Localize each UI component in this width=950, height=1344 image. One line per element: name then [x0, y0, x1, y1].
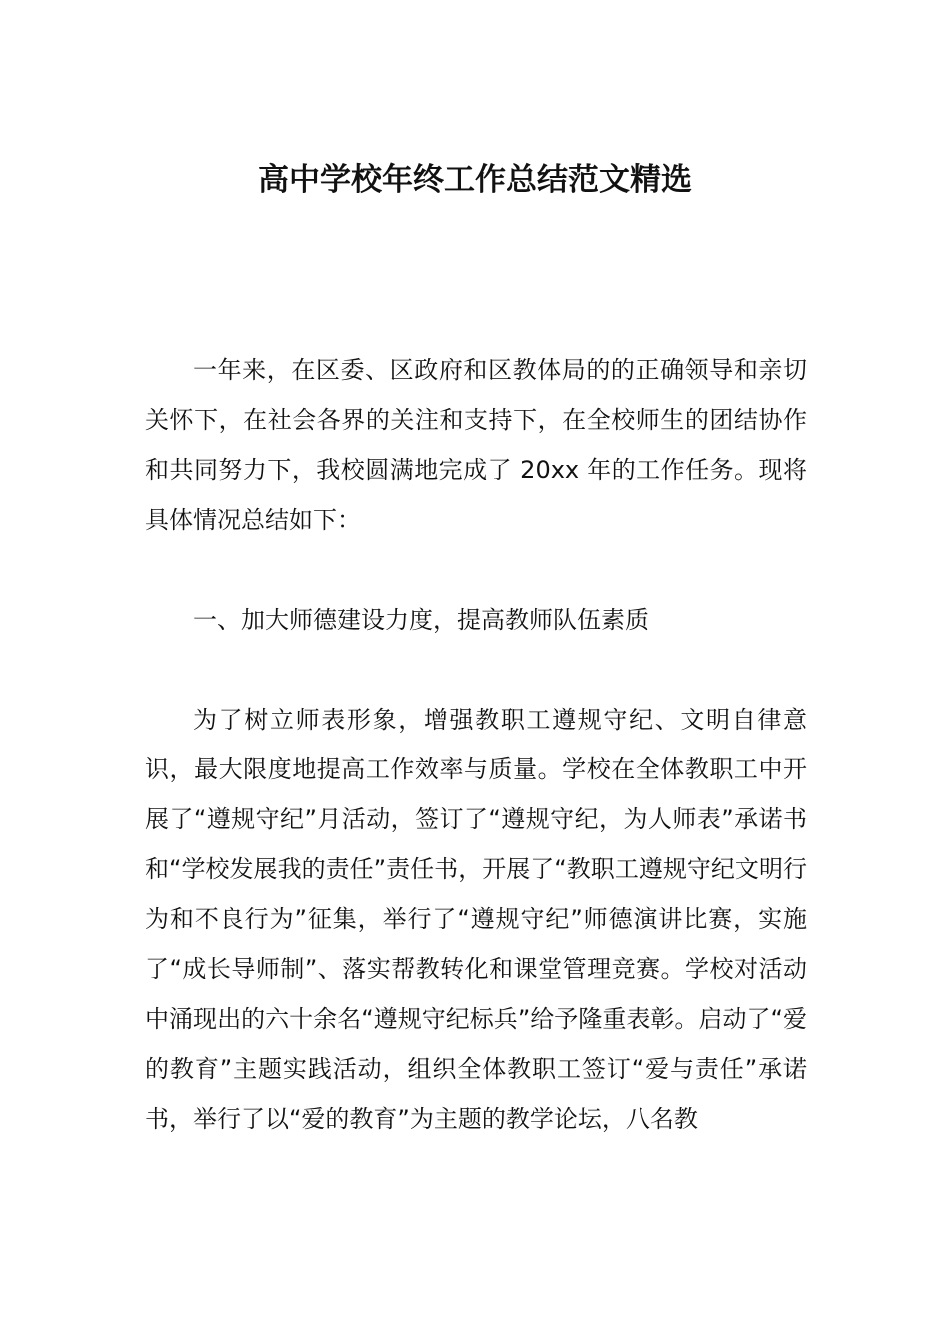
document-title: 高中学校年终工作总结范文精选	[258, 162, 692, 198]
section-heading: 一、加大师德建设力度，提高教师队伍素质	[193, 605, 649, 634]
document-body	[145, 346, 807, 1145]
body-paragraph: 为了树立师表形象，增强教职工遵规守纪、文明自律意识，最大限度地提高工作效率与质量。学校在全体教职工中开展了“遵规守纪”月活动，签订了“遵规守纪，为人师表”承诺书和“学校发展我的责任”责任书，开展了“教职工遵规守纪文明行为和不良行为”征集，举行了“遵规守纪”师德演讲比赛，实施了“成长导师制”、落实帮教转化和课堂管理竞赛。学校对活动中涌现出的六十余名“遵规守纪标兵”给予隆重表彰。启动了“爱的教育”主题实践活动，组织全体教职工签订“爱与责任”承诺书，举行了以“爱的教育”为主题的教学论坛，八名教	[145, 705, 807, 1133]
intro-paragraph: 一年来，在区委、区政府和区教体局的的正确领导和亲切关怀下，在社会各界的关注和支持下，在全校师生的团结协作和共同努力下，我校圆满地完成了 20xx 年的工作任务。现将具体情况总结如下：	[145, 356, 807, 534]
